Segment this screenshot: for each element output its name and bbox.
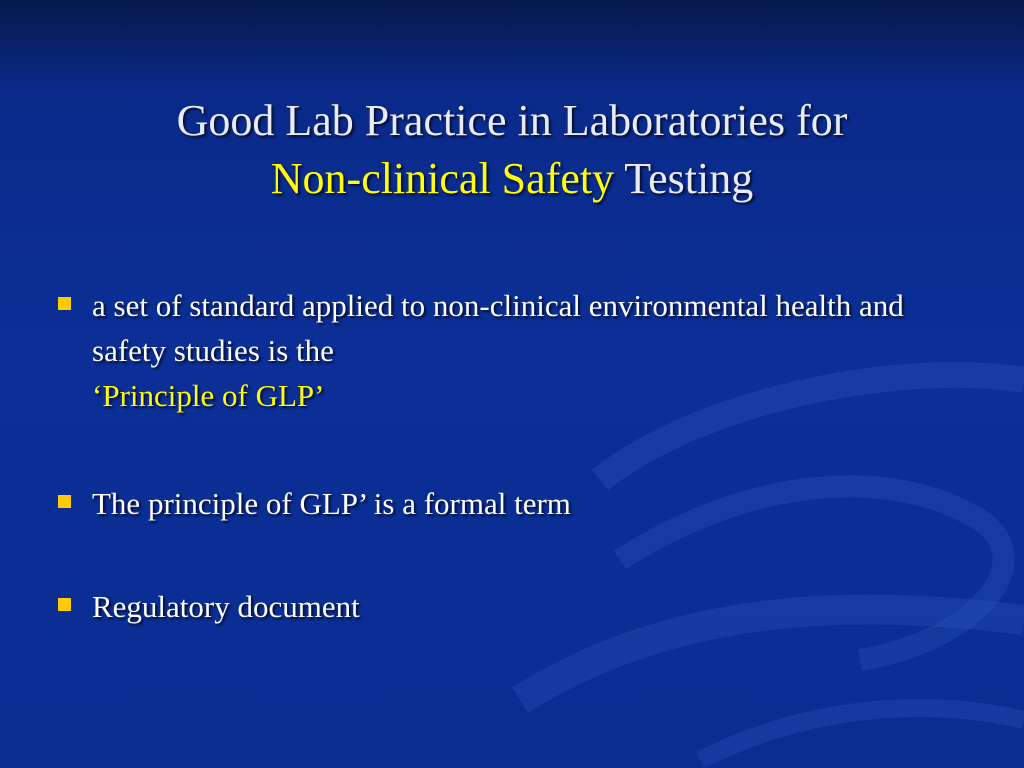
- bullet-highlight: ‘Principle of GLP’: [92, 378, 325, 413]
- bullet-item: [52, 584, 952, 629]
- bullet-square-icon: [58, 495, 71, 508]
- bullet-item: [52, 481, 952, 526]
- title-line-2-rest: Testing: [614, 154, 754, 203]
- bullet-list: [52, 283, 952, 629]
- bullet-square-icon: [58, 297, 71, 310]
- bullet-text: a set of standard applied to non-clinical environmental health and safety studies is the: [92, 288, 904, 368]
- title-line-2: [0, 150, 1024, 208]
- bullet-square-icon: [58, 598, 71, 611]
- title-highlight: Non-clinical Safety: [270, 154, 615, 203]
- title-line-1: Good Lab Practice in Laboratories for: [176, 96, 848, 145]
- slide-title: [0, 92, 1024, 208]
- bullet-text: The principle of GLP’ is a formal term: [92, 486, 571, 521]
- bullet-text: Regulatory document: [92, 589, 360, 624]
- bullet-item: [52, 283, 952, 418]
